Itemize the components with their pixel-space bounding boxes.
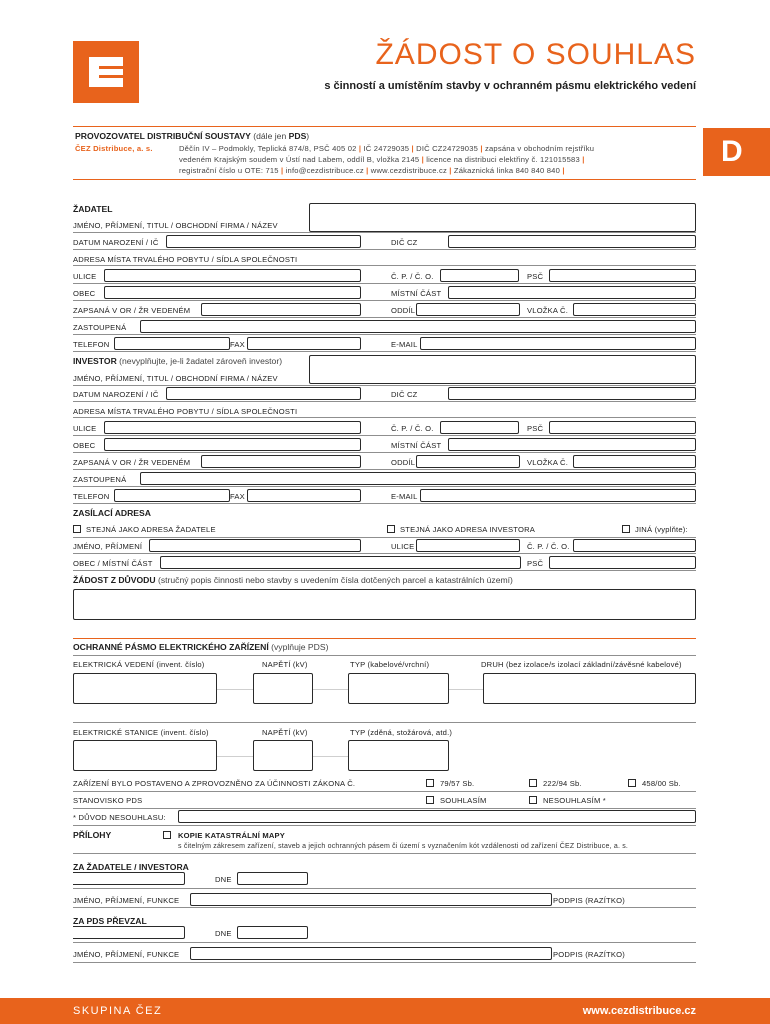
zone-built-label: ZAŘÍZENÍ BYLO POSTAVENO A ZPROVOZNĚNO ZA ÚČINNOSTI ZÁKONA Č. <box>73 779 356 788</box>
same-as-investor-label: STEJNÁ JAKO ADRESA INVESTORA <box>400 525 536 534</box>
zone-lines-label: ELEKTRICKÁ VEDENÍ (invent. číslo) <box>73 660 205 669</box>
investor-city-input[interactable] <box>104 438 361 451</box>
investor-name-input[interactable] <box>309 355 696 384</box>
applicant-district-input[interactable] <box>448 286 696 299</box>
cadastral-map-checkbox[interactable] <box>163 831 171 839</box>
other-address-checkbox[interactable] <box>622 525 630 533</box>
law-222-94-label: 222/94 Sb. <box>543 779 582 788</box>
investor-email-input[interactable] <box>420 489 696 502</box>
applicant-phone-input[interactable] <box>114 337 230 350</box>
separator: | <box>562 166 565 175</box>
law-222-94-checkbox[interactable] <box>529 779 537 787</box>
page-title: ŽÁDOST O SOUHLAS <box>375 38 696 71</box>
investor-section-label: ODDÍL <box>391 458 416 467</box>
zone-kind-input[interactable] <box>483 673 696 704</box>
sign-pds-name-input[interactable] <box>190 947 552 960</box>
zone-stations-input[interactable] <box>73 740 217 771</box>
investor-fax-label: FAX <box>230 492 245 501</box>
separator: | <box>281 166 284 175</box>
mailing-number-input[interactable] <box>573 539 696 552</box>
zone-voltage2-input[interactable] <box>253 740 313 771</box>
same-as-applicant-label: STEJNÁ JAKO ADRESA ŽADATELE <box>86 525 216 534</box>
zone-kind-label: DRUH (bez izolace/s izolací základní/závěsné kabelové) <box>481 660 682 669</box>
attachments-heading: PŘÍLOHY <box>73 830 112 840</box>
investor-phone-input[interactable] <box>114 489 230 502</box>
same-as-applicant-checkbox[interactable] <box>73 525 81 533</box>
mailing-name-label: JMÉNO, PŘÍJMENÍ <box>73 542 143 551</box>
zone-type1-input[interactable] <box>348 673 449 704</box>
applicant-registry-label: ZAPSANÁ V OR / ŽR VEDENÉM <box>73 306 191 315</box>
form-tab-d <box>703 128 770 176</box>
investor-number-label: Č. P. / Č. O. <box>391 424 434 433</box>
reason-input[interactable] <box>73 589 696 620</box>
mailing-street-input[interactable] <box>416 539 520 552</box>
reason-heading: ŽÁDOST Z DŮVODU (stručný popis činnosti nebo stavby s uvedením čísla dotčených parcel a katastrálních území) <box>73 575 513 585</box>
operator-line-3: registrační číslo u OTE: 715 | info@cezdistribuce.cz | www.cezdistribuce.cz | Zákaznická linka 840 840 840 | <box>179 166 565 175</box>
applicant-section-input[interactable] <box>416 303 520 316</box>
law-79-57-label: 79/57 Sb. <box>440 779 475 788</box>
investor-address-label: ADRESA MÍSTA TRVALÉHO POBYTU / SÍDLA SPOLEČNOSTI <box>73 407 298 416</box>
sign-pds-name-label: JMÉNO, PŘÍJMENÍ, FUNKCE <box>73 950 180 959</box>
investor-number-input[interactable] <box>440 421 519 434</box>
sign-applicant-name-label: JMÉNO, PŘÍJMENÍ, FUNKCE <box>73 896 180 905</box>
footer-bar <box>0 998 770 1024</box>
applicant-rep-input[interactable] <box>140 320 696 333</box>
investor-zip-label: PSČ <box>527 424 544 433</box>
zone-heading: OCHRANNÉ PÁSMO ELEKTRICKÉHO ZAŘÍZENÍ (vyplňuje PDS) <box>73 642 329 652</box>
sign-applicant-date-label: DNE <box>215 875 232 884</box>
cez-logo-icon <box>73 41 139 103</box>
separator: | <box>480 144 483 153</box>
mailing-city-input[interactable] <box>160 556 521 569</box>
separator: | <box>421 155 424 164</box>
applicant-street-label: ULICE <box>73 272 97 281</box>
agree-checkbox[interactable] <box>426 796 434 804</box>
applicant-email-input[interactable] <box>420 337 696 350</box>
zone-voltage-input[interactable] <box>253 673 313 704</box>
sign-pds-heading: ZA PDS PŘEVZAL <box>73 916 147 926</box>
investor-dob-input[interactable] <box>166 387 361 400</box>
investor-dic-label: DIČ CZ <box>391 390 418 399</box>
cadastral-map-label: KOPIE KATASTRÁLNÍ MAPY <box>178 831 286 840</box>
mailing-street-label: ULICE <box>391 542 415 551</box>
divider <box>73 179 696 180</box>
operator-line-1: Děčín IV – Podmokly, Teplická 874/8, PSČ 405 02 | IČ 24729035 | DIČ CZ24729035 | zapsána v obchodním rejstříku <box>179 144 595 153</box>
investor-section-input[interactable] <box>416 455 520 468</box>
footer-group-name: SKUPINA ČEZ <box>73 1005 163 1017</box>
sign-pds-date-label: DNE <box>215 929 232 938</box>
operator-heading: PROVOZOVATEL DISTRIBUČNÍ SOUSTAVY (dále jen PDS) <box>75 131 310 141</box>
applicant-dob-input[interactable] <box>166 235 361 248</box>
mailing-name-input[interactable] <box>149 539 361 552</box>
mailing-heading: ZASÍLACÍ ADRESA <box>73 508 151 518</box>
applicant-insert-input[interactable] <box>573 303 696 316</box>
sign-pds-date-input[interactable] <box>237 926 308 939</box>
applicant-number-input[interactable] <box>440 269 519 282</box>
zone-lines-input[interactable] <box>73 673 217 704</box>
operator-company: ČEZ Distribuce, a. s. <box>75 144 153 153</box>
applicant-phone-label: TELEFON <box>73 340 110 349</box>
form-tab-letter: D <box>721 135 743 168</box>
investor-rep-input[interactable] <box>140 472 696 485</box>
investor-insert-input[interactable] <box>573 455 696 468</box>
applicant-name-input[interactable] <box>309 203 696 232</box>
investor-city-label: OBEC <box>73 441 96 450</box>
applicant-district-label: MÍSTNÍ ČÁST <box>391 289 442 298</box>
applicant-email-label: E-MAIL <box>391 340 418 349</box>
investor-district-label: MÍSTNÍ ČÁST <box>391 441 442 450</box>
mailing-zip-label: PSČ <box>527 559 544 568</box>
divider <box>73 126 696 127</box>
investor-dic-input[interactable] <box>448 387 696 400</box>
applicant-zip-input[interactable] <box>549 269 696 282</box>
agree-label: SOUHLASÍM <box>440 796 487 805</box>
cadastral-map-desc: s čitelným zákresem zařízení, staveb a jejich ochranných pásem či území s vyznačením kót vzdálenosti od zařízení ČEZ Distribuce, a. s. <box>178 843 629 850</box>
mailing-number-label: Č. P. / Č. O. <box>527 542 570 551</box>
investor-heading: INVESTOR (nevyplňujte, je-li žadatel zároveň investor) <box>73 356 283 366</box>
investor-rep-label: ZASTOUPENÁ <box>73 475 127 484</box>
disagree-reason-label: * DŮVOD NESOUHLASU: <box>73 813 166 822</box>
applicant-fax-label: FAX <box>230 340 245 349</box>
investor-zip-input[interactable] <box>549 421 696 434</box>
zone-type1-label: TYP (kabelové/vrchní) <box>350 660 430 669</box>
investor-phone-label: TELEFON <box>73 492 110 501</box>
applicant-street-input[interactable] <box>104 269 361 282</box>
divider <box>73 638 696 639</box>
sign-applicant-sign-label: PODPIS (RAZÍTKO) <box>553 896 625 905</box>
applicant-city-input[interactable] <box>104 286 361 299</box>
sign-applicant-date-input[interactable] <box>237 872 308 885</box>
separator: | <box>366 166 369 175</box>
zone-voltage-label: NAPĚTÍ (kV) <box>262 660 308 669</box>
investor-street-label: ULICE <box>73 424 97 433</box>
law-458-00-checkbox[interactable] <box>628 779 636 787</box>
separator: | <box>411 144 414 153</box>
zone-voltage2-label: NAPĚTÍ (kV) <box>262 728 308 737</box>
applicant-registry-input[interactable] <box>201 303 361 316</box>
investor-registry-input[interactable] <box>201 455 361 468</box>
investor-street-input[interactable] <box>104 421 361 434</box>
cez-logo <box>73 41 139 103</box>
investor-dob-label: DATUM NAROZENÍ / IČ <box>73 390 159 399</box>
sign-pds-sign-label: PODPIS (RAZÍTKO) <box>553 950 625 959</box>
investor-insert-label: VLOŽKA Č. <box>527 458 569 467</box>
disagree-label: NESOUHLASÍM * <box>543 796 606 805</box>
applicant-dic-input[interactable] <box>448 235 696 248</box>
other-address-label: JINÁ (vyplňte): <box>635 525 688 534</box>
zone-stations-label: ELEKTRICKÉ STANICE (invent. číslo) <box>73 728 209 737</box>
separator: | <box>449 166 452 175</box>
operator-line-2: vedeném Krajským soudem v Ústí nad Labem, oddíl B, vložka 2145 | licence na distribuci elektřiny č. 121015583 | <box>179 155 585 164</box>
applicant-dob-label: DATUM NAROZENÍ / IČ <box>73 238 159 247</box>
applicant-number-label: Č. P. / Č. O. <box>391 272 434 281</box>
sign-applicant-name-input[interactable] <box>190 893 552 906</box>
applicant-zip-label: PSČ <box>527 272 544 281</box>
footer-website[interactable]: www.cezdistribuce.cz <box>582 1005 696 1017</box>
law-79-57-checkbox[interactable] <box>426 779 434 787</box>
mailing-zip-input[interactable] <box>549 556 696 569</box>
zone-opinion-label: STANOVISKO PDS <box>73 796 143 805</box>
investor-email-label: E-MAIL <box>391 492 418 501</box>
page-subtitle: s činností a umístěním stavby v ochranném pásmu elektrického vedení <box>324 80 696 92</box>
investor-fax-input[interactable] <box>247 489 361 502</box>
sign-applicant-heading: ZA ŽADATELE / INVESTORA <box>73 862 189 872</box>
applicant-insert-label: VLOŽKA Č. <box>527 306 569 315</box>
investor-registry-label: ZAPSANÁ V OR / ŽR VEDENÉM <box>73 458 191 467</box>
separator: | <box>358 144 362 153</box>
applicant-heading: ŽADATEL <box>73 204 113 214</box>
same-as-investor-checkbox[interactable] <box>387 525 395 533</box>
investor-district-input[interactable] <box>448 438 696 451</box>
applicant-address-label: ADRESA MÍSTA TRVALÉHO POBYTU / SÍDLA SPOLEČNOSTI <box>73 255 298 264</box>
applicant-dic-label: DIČ CZ <box>391 238 418 247</box>
separator: | <box>582 155 585 164</box>
sign-applicant-place-input[interactable] <box>73 872 185 885</box>
applicant-rep-label: ZASTOUPENÁ <box>73 323 127 332</box>
investor-name-label: JMÉNO, PŘÍJMENÍ, TITUL / OBCHODNÍ FIRMA / NÁZEV <box>73 374 278 383</box>
disagree-checkbox[interactable] <box>529 796 537 804</box>
applicant-fax-input[interactable] <box>247 337 361 350</box>
applicant-city-label: OBEC <box>73 289 96 298</box>
mailing-city-label: OBEC / MÍSTNÍ ČÁST <box>73 559 153 568</box>
zone-type2-input[interactable] <box>348 740 449 771</box>
disagree-reason-input[interactable] <box>178 810 696 823</box>
sign-pds-place-input[interactable] <box>73 926 185 939</box>
zone-type2-label: TYP (zděná, stožárová, atd.) <box>350 728 453 737</box>
applicant-section-label: ODDÍL <box>391 306 416 315</box>
law-458-00-label: 458/00 Sb. <box>642 779 681 788</box>
applicant-name-label: JMÉNO, PŘÍJMENÍ, TITUL / OBCHODNÍ FIRMA / NÁZEV <box>73 221 278 230</box>
